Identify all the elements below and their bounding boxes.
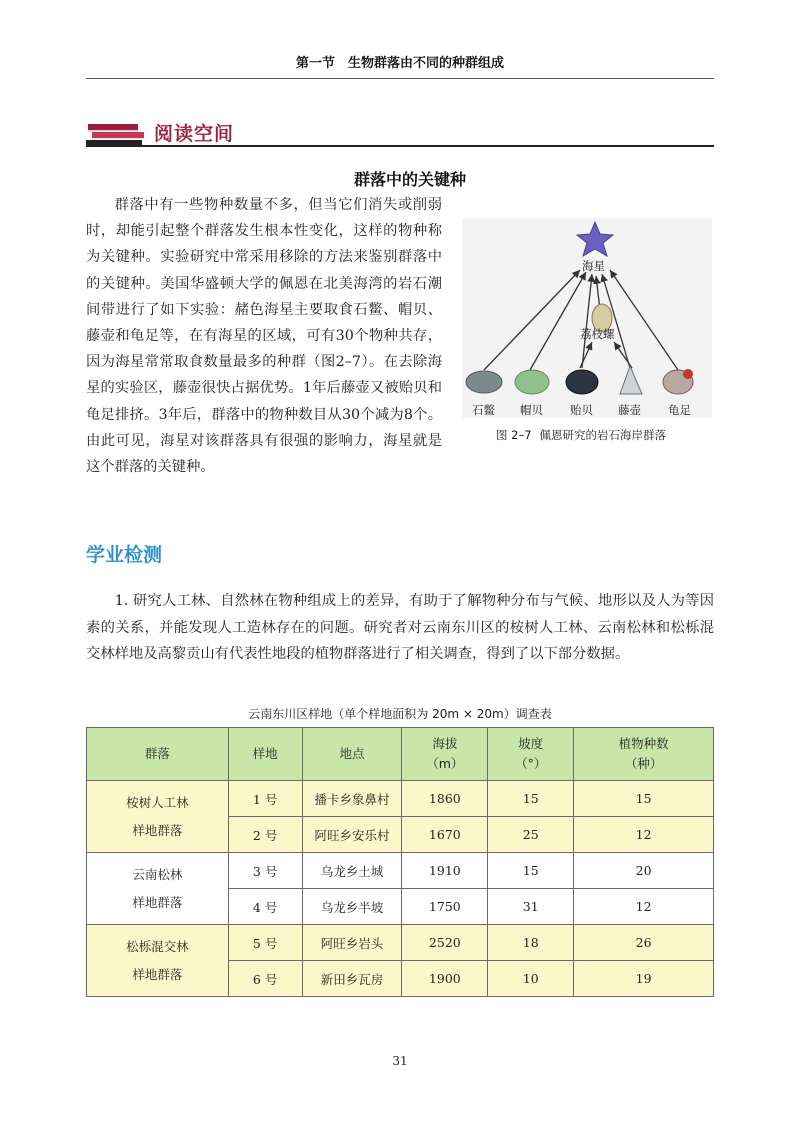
chiton-icon: [466, 371, 502, 393]
community-cell: 桉树人工林 样地群落: [87, 781, 229, 853]
slope-cell: 18: [488, 925, 574, 961]
altitude-cell: 1860: [402, 781, 488, 817]
mussel-label: 贻贝: [570, 403, 593, 417]
header-location: 地点: [302, 728, 402, 781]
altitude-cell: 2520: [402, 925, 488, 961]
figure-caption-text: 佩恩研究的岩石海岸群落: [539, 428, 667, 442]
species-cell: 12: [574, 889, 714, 925]
food-web-figure: [462, 218, 712, 426]
altitude-cell: 1750: [402, 889, 488, 925]
mussel-icon: [566, 370, 598, 394]
article-title: 群落中的关键种: [353, 170, 466, 189]
location-cell: 乌龙乡土城: [302, 853, 402, 889]
figure-number: 图 2–7: [496, 428, 532, 442]
table-header-row: [87, 728, 714, 781]
table-row: [87, 925, 714, 961]
limpet-icon: [515, 370, 549, 394]
slope-cell: 15: [488, 781, 574, 817]
location-cell: 阿旺乡安乐村: [302, 817, 402, 853]
reading-space-title: 阅读空间: [154, 123, 235, 145]
species-cell: 15: [574, 781, 714, 817]
food-web-diagram: [462, 218, 712, 426]
slope-cell: 15: [488, 853, 574, 889]
species-cell: 19: [574, 961, 714, 997]
location-cell: 阿旺乡岩头: [302, 925, 402, 961]
table-row: [87, 853, 714, 889]
location-cell: 播卡乡象鼻村: [302, 781, 402, 817]
altitude-cell: 1900: [402, 961, 488, 997]
location-cell: 乌龙乡半坡: [302, 889, 402, 925]
header-plot: 样地: [228, 728, 302, 781]
banner-rule: [86, 145, 714, 147]
species-cell: 12: [574, 817, 714, 853]
community-cell: 云南松林 样地群落: [87, 853, 229, 925]
species-cell: 20: [574, 853, 714, 889]
slope-cell: 31: [488, 889, 574, 925]
plot-cell: 1 号: [228, 781, 302, 817]
header-community: 群落: [87, 728, 229, 781]
header-species: 植物种数 （种）: [574, 728, 714, 781]
reading-paragraph-block: [86, 192, 442, 480]
barnacle-label: 藤壶: [618, 403, 641, 417]
plot-cell: 2 号: [228, 817, 302, 853]
location-cell: 新田乡瓦房: [302, 961, 402, 997]
header-rule: [86, 78, 714, 79]
plot-cell: 3 号: [228, 853, 302, 889]
species-cell: 26: [574, 925, 714, 961]
slope-cell: 10: [488, 961, 574, 997]
page-number: 31: [392, 1054, 408, 1068]
starfish-label: 海星: [582, 259, 605, 273]
limpet-label: 帽贝: [520, 403, 543, 417]
chiton-label: 石鳖: [472, 403, 495, 417]
community-cell: 松栎混交林 样地群落: [87, 925, 229, 997]
reading-space-banner: [86, 118, 714, 148]
header-slope: 坡度 （°）: [488, 728, 574, 781]
header-altitude: 海拔 （m）: [402, 728, 488, 781]
survey-table: [86, 727, 714, 997]
page-header-title: 第一节 生物群落由不同的种群组成: [295, 56, 504, 71]
altitude-cell: 1670: [402, 817, 488, 853]
altitude-cell: 1910: [402, 853, 488, 889]
whelk-label: 荔枝螺: [580, 327, 615, 341]
academic-check-title: 学业检测: [86, 544, 163, 566]
goose-barnacle-label: 龟足: [668, 403, 691, 417]
table-row: [87, 781, 714, 817]
reading-paragraph: 群落中有一些物种数量不多，但当它们消失或削弱时，却能引起整个群落发生根本性变化，这样的物种称为关键种。实验研究中常采用移除的方法来鉴别群落中的关键种。美国华盛顿大学的佩恩在北美海湾的岩石潮间带进行了如下实验：赭色海星主要取食石鳖、帽贝、藤壶和龟足等，在有海星的区域，可有30个物种共存，因为海星常常取食数量最多的种群（图2–7）。在去除海星的实验区，藤壶很快占据优势。1年后藤壶又被贻贝和龟足排挤。3年后，群落中的物种数目从30个减为8个。由此可见，海星对该群落具有很强的影响力，海星就是这个群落的关键种。: [86, 197, 442, 476]
plot-cell: 4 号: [228, 889, 302, 925]
table-caption: 云南东川区样地（单个样地面积为 20m × 20m）调查表: [248, 707, 552, 721]
question-1: 1. 研究人工林、自然林在物种组成上的差异，有助于了解物种分布与气候、地形以及人为等因素的关系，并能发现人工造林存在的问题。研究者对云南东川区的桉树人工林、云南松林和松栎混交林样地及高黎贡山有代表性地段的植物群落进行了相关调查，得到了以下部分数据。: [86, 593, 714, 662]
plot-cell: 6 号: [228, 961, 302, 997]
plot-cell: 5 号: [228, 925, 302, 961]
books-icon: [86, 124, 146, 146]
slope-cell: 25: [488, 817, 574, 853]
figure-caption: [496, 427, 666, 443]
